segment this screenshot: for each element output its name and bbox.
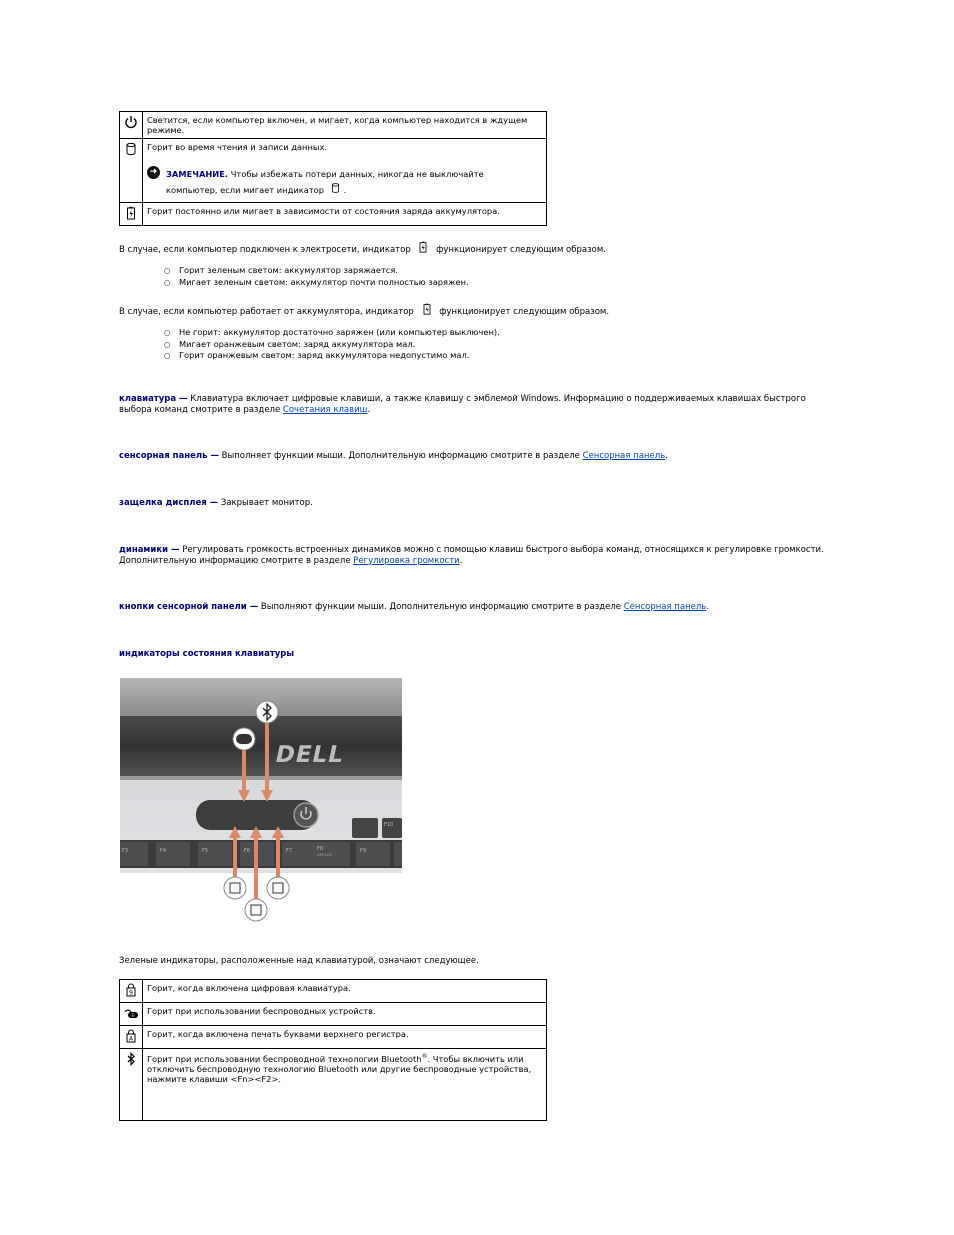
touchpad-end: . — [665, 451, 668, 461]
caps-lock-icon-cell — [120, 1026, 143, 1049]
num-lock-callout — [224, 877, 246, 899]
row-text: Горит, когда включена цифровая клавиатура. — [143, 980, 547, 1003]
power-icon-cell — [120, 112, 143, 139]
hinge-highlight — [120, 776, 402, 780]
row-text: Горит, когда включена печать буквами верхнего регистра. — [143, 1026, 547, 1049]
row-text: Светится, если компьютер включен, и мигает, когда компьютер находится в ждущем режиме. — [143, 112, 547, 139]
row-text — [143, 1049, 547, 1121]
list-item: ○ Не горит: аккумулятор достаточно заряжен (или компьютер выключен). — [164, 327, 500, 339]
battery-icon-cell — [120, 203, 143, 226]
key-label-f10: F10 — [384, 822, 394, 828]
num-lock-icon — [124, 983, 138, 997]
key-label-f9: F9 — [360, 848, 367, 854]
touchpad-section — [119, 451, 834, 462]
ac-power-list — [164, 265, 469, 288]
key-label-f7: F7 — [286, 848, 293, 854]
ac-intro-after: функционирует следующим образом. — [436, 245, 606, 255]
row-text — [143, 139, 547, 203]
speakers-term: динамики — — [119, 545, 180, 555]
scroll-lock-callout — [267, 877, 289, 899]
note-label: ЗАМЕЧАНИЕ. — [166, 169, 229, 179]
wifi-icon — [123, 1006, 139, 1020]
wifi-icon — [236, 734, 252, 744]
keyboard-end: . — [367, 404, 371, 415]
keyboard-text: Клавиатура включает цифровые клавиши, а также клавишу с эмблемой Windows. Информацию о поддерживаемых клавишах быстрого выбора команд смотрите в разделе — [119, 394, 806, 415]
table-row — [120, 1026, 547, 1049]
svg-text:9: 9 — [129, 989, 133, 997]
note — [147, 166, 542, 198]
bluetooth-icon-cell — [120, 1049, 143, 1121]
svg-text:Fi: Fi — [131, 1012, 135, 1018]
touchpad-link[interactable]: Сенсорная панель — [582, 451, 666, 461]
ac-power-intro — [119, 240, 606, 256]
key-label-f3: F3 — [122, 848, 129, 854]
row-text: Горит при использовании беспроводных устройств. — [143, 1003, 547, 1026]
list-item: ○ Горит оранжевым светом: заряд аккумулятора недопустимо мал. — [164, 350, 500, 362]
hdd-text: Горит во время чтения и записи данных. — [147, 142, 328, 152]
note-icon: ➜ — [147, 166, 160, 179]
touchpad-buttons-section — [119, 602, 834, 613]
power-icon — [124, 115, 138, 129]
top-indicator-table — [119, 111, 547, 226]
keyboard-status-photo — [120, 678, 402, 928]
key — [382, 818, 402, 838]
key-label-f8-sub: CRT/LCD — [317, 853, 333, 857]
key-label-f8: F8 — [317, 846, 324, 852]
bluetooth-icon — [124, 1052, 138, 1066]
key — [156, 842, 190, 866]
table-row — [120, 980, 547, 1003]
table-row — [120, 112, 547, 139]
wifi-icon-cell — [120, 1003, 143, 1026]
touchpad-text: Выполняет функции мыши. Дополнительную информацию смотрите в разделе — [218, 451, 583, 461]
battery-power-list — [164, 327, 500, 362]
num-lock-icon-cell — [120, 980, 143, 1003]
touchpad-buttons-end: . — [706, 602, 710, 612]
touchpad-buttons-text: Выполняют функции мыши. Дополнительную информацию смотрите в разделе — [258, 602, 624, 612]
key — [198, 842, 232, 866]
svg-text:A: A — [128, 1035, 134, 1043]
battery-icon — [421, 302, 433, 316]
battery-intro-before: В случае, если компьютер работает от аккумулятора, индикатор — [119, 307, 414, 317]
latch-text: Закрывает монитор. — [218, 498, 313, 508]
speakers-end: . — [459, 555, 463, 566]
hard-drive-icon — [330, 182, 341, 194]
table-row — [120, 1003, 547, 1026]
latch-term: защелка дисплея — — [119, 498, 219, 508]
registered-mark: ® — [421, 1053, 428, 1060]
power-button — [294, 803, 318, 827]
green-indicators-intro: Зеленые индикаторы, расположенные над клавиатурой, означают следующее. — [119, 956, 479, 966]
keyboard-term: клавиатура — — [119, 394, 188, 404]
brand-logo: DELL — [272, 741, 347, 768]
battery-intro-after: функционирует следующим образом. — [439, 307, 610, 317]
volume-link[interactable]: Регулировка громкости — [353, 555, 460, 566]
key-label-f5: F5 — [202, 848, 209, 854]
keyboard-section — [119, 394, 834, 415]
key-label-f6: F6 — [244, 848, 251, 854]
table-row — [120, 1049, 547, 1121]
note-text: Чтобы избежать потери данных, никогда не выключайте компьютер, если мигает индикатор — [166, 169, 484, 195]
battery-icon — [417, 240, 429, 254]
table-row — [120, 203, 547, 226]
battery-icon — [124, 206, 138, 220]
key — [282, 842, 316, 866]
caps-lock-callout — [245, 899, 267, 921]
touchpad-buttons-term: кнопки сенсорной панели — — [119, 602, 259, 612]
bottom-indicator-table — [119, 979, 547, 1121]
row-text: Горит постоянно или мигает в зависимости от состояния заряда аккумулятора. — [143, 203, 547, 226]
caps-lock-icon — [124, 1029, 138, 1043]
speakers-section — [119, 545, 839, 566]
bluetooth-text-after: . Чтобы включить или отключить беспроводную технологию Bluetooth или другие беспроводные устройства, нажмите клавиши <Fn><F2>. — [147, 1053, 532, 1084]
hinge-strip — [120, 716, 402, 778]
ac-intro-before: В случае, если компьютер подключен к электросети, индикатор — [119, 245, 411, 255]
list-item: ○ Мигает зеленым светом: аккумулятор почти полностью заряжен. — [164, 277, 469, 289]
note-end: . — [343, 185, 347, 195]
key — [120, 842, 148, 866]
key — [394, 842, 402, 866]
table-row — [120, 139, 547, 203]
speakers-text: Регулировать громкость встроенных динамиков можно с помощью клавиш быстрого выбора команд, относящихся к регулировке громкости. Дополнительную информацию смотрите в разделе — [119, 545, 824, 566]
status-heading: индикаторы состояния клавиатуры — [119, 649, 295, 659]
latch-section — [119, 498, 834, 509]
bluetooth-text-before: Горит при использовании беспроводной технологии Bluetooth — [147, 1053, 422, 1064]
photo-svg — [120, 678, 402, 928]
list-item: ○ Мигает оранжевым светом: заряд аккумулятора мал. — [164, 339, 500, 351]
key — [352, 818, 378, 838]
hard-drive-icon — [124, 142, 138, 156]
battery-power-intro — [119, 302, 609, 318]
touchpad-term: сенсорная панель — — [119, 451, 219, 461]
key — [356, 842, 390, 866]
key-label-f4: F4 — [160, 848, 167, 854]
hard-drive-icon-cell — [120, 139, 143, 203]
touchpad-link-2[interactable]: Сенсорная панель — [623, 602, 707, 612]
list-item: ○ Горит зеленым светом: аккумулятор заряжается. — [164, 265, 469, 277]
hotkeys-link[interactable]: Сочетания клавиш — [282, 404, 368, 415]
